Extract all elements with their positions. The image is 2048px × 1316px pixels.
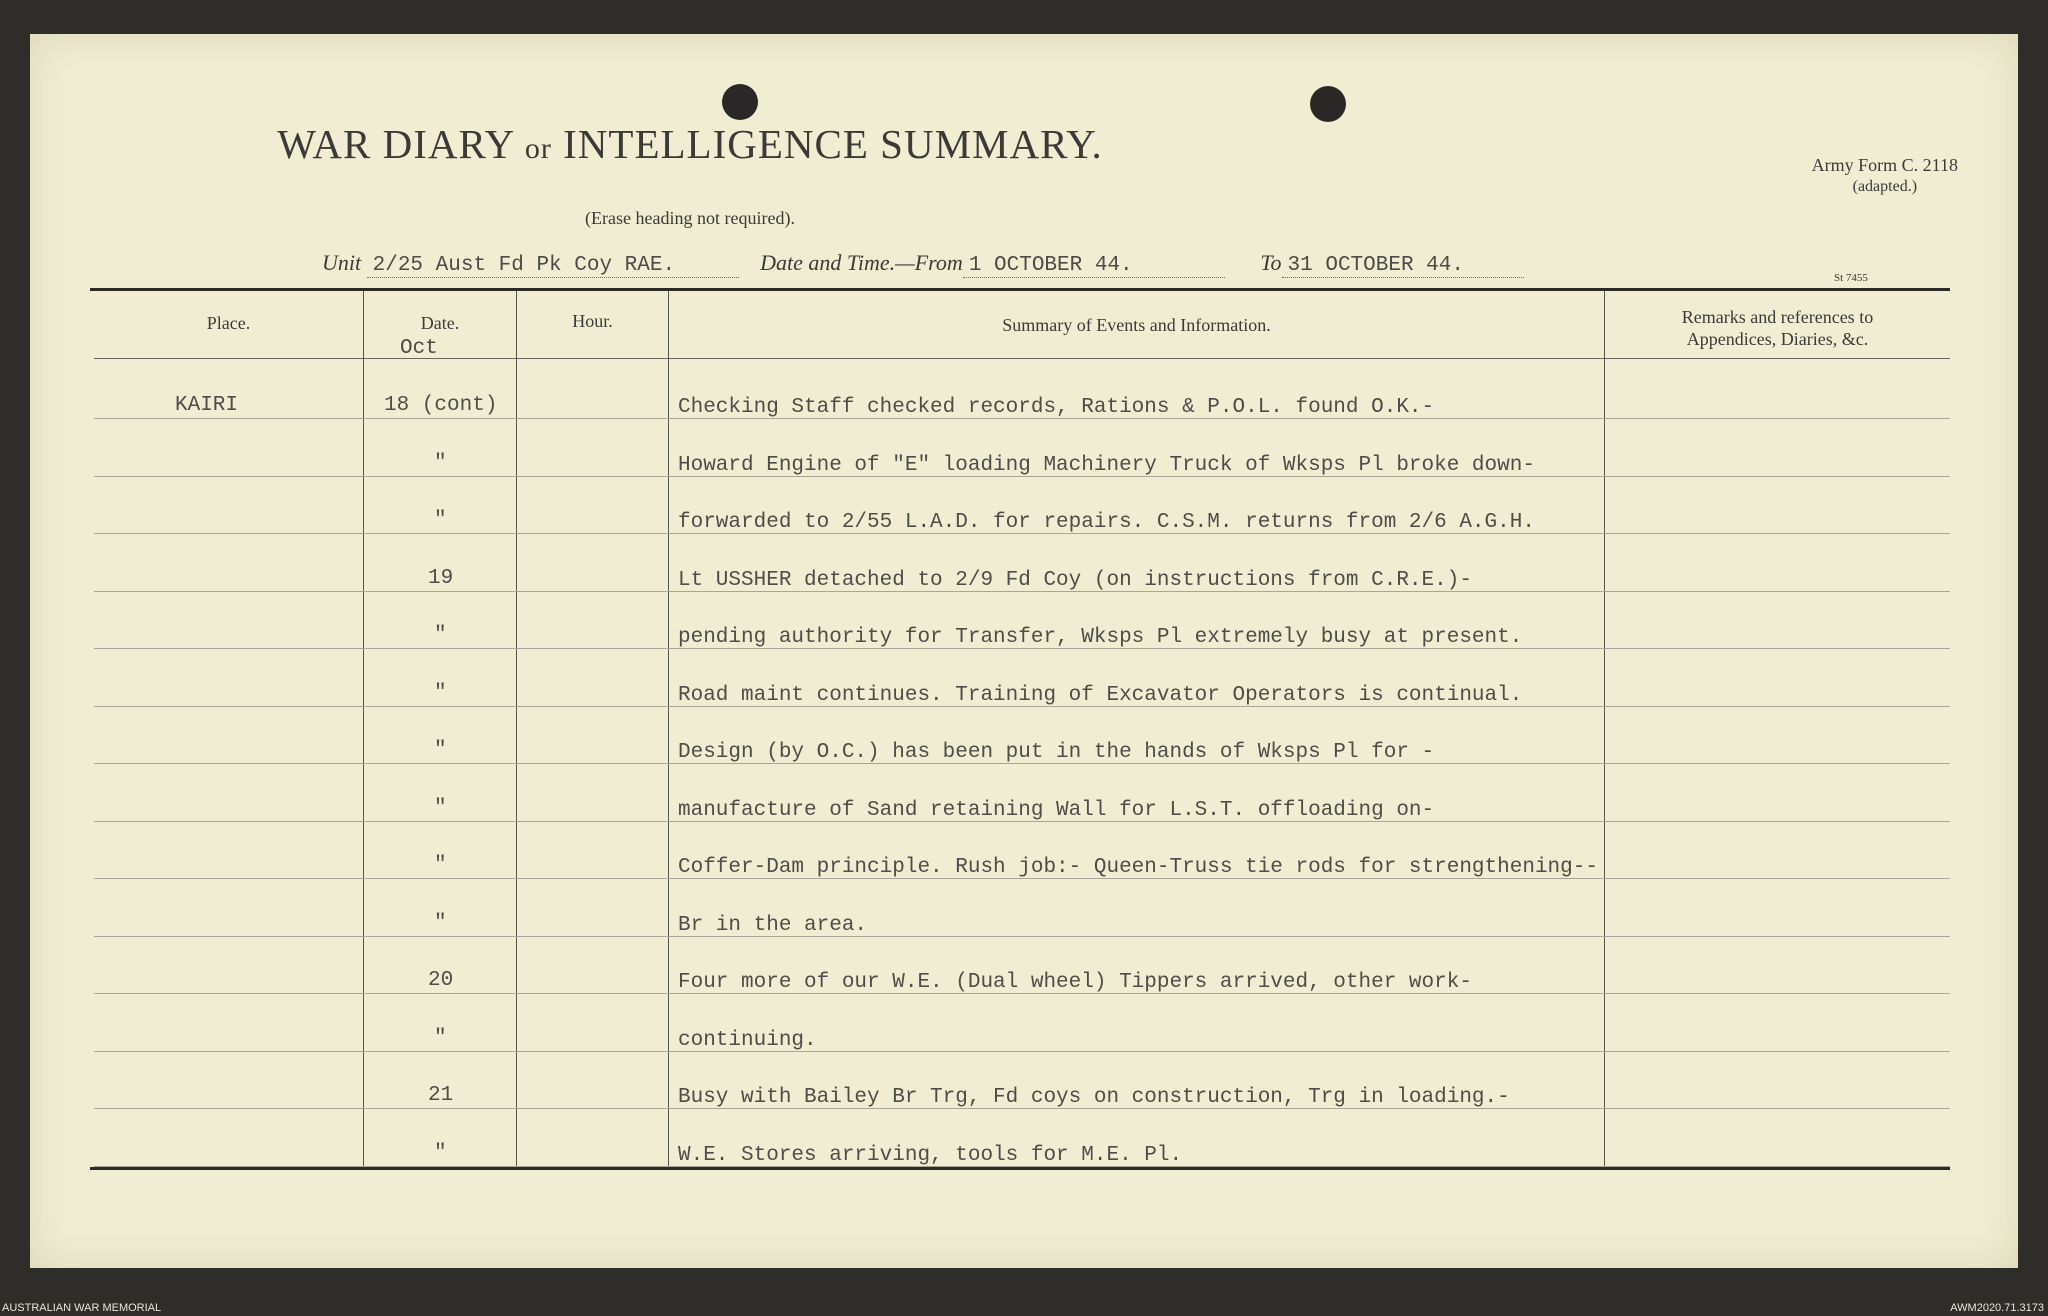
row-summary: forwarded to 2/55 L.A.D. for repairs. C.S.M. returns from 2/6 A.G.H. bbox=[678, 511, 1535, 534]
punch-hole-left bbox=[722, 84, 758, 120]
row-date: " bbox=[434, 797, 447, 820]
row-summary: Coffer-Dam principle. Rush job:- Queen-Truss tie rods for strengthening-- bbox=[678, 856, 1598, 879]
row-rule bbox=[94, 936, 1950, 937]
row-date: " bbox=[434, 624, 447, 647]
row-summary: Four more of our W.E. (Dual wheel) Tippers arrived, other work- bbox=[678, 971, 1472, 994]
row-date: " bbox=[434, 739, 447, 762]
column-divider-hour bbox=[668, 291, 669, 1167]
unit-line bbox=[322, 250, 1524, 282]
form-identifier: Army Form C. 2118 (adapted.) bbox=[1811, 155, 1958, 195]
column-divider-place bbox=[363, 291, 364, 1167]
table-top-rule bbox=[90, 288, 1950, 291]
unit-label: Unit bbox=[322, 250, 362, 275]
row-summary: Busy with Bailey Br Trg, Fd coys on construction, Trg in loading.- bbox=[678, 1086, 1510, 1109]
row-date: " bbox=[434, 509, 447, 532]
page-title: WAR DIARY or INTELLIGENCE SUMMARY. bbox=[277, 121, 1103, 167]
column-header-remarks: Remarks and references to Appendices, Diaries, &c. bbox=[1681, 307, 1874, 349]
row-date: " bbox=[434, 1142, 447, 1165]
column-header-place: Place. bbox=[206, 313, 251, 333]
date-from-label: Date and Time.—From bbox=[760, 250, 963, 275]
date-to-label: To bbox=[1260, 250, 1282, 275]
row-date: " bbox=[434, 1027, 447, 1050]
column-header-summary: Summary of Events and Information. bbox=[1002, 315, 1271, 335]
row-date: " bbox=[434, 854, 447, 877]
row-place: KAIRI bbox=[175, 394, 239, 417]
page-subtitle: (Erase heading not required). bbox=[585, 208, 795, 228]
row-rule bbox=[94, 1051, 1950, 1052]
column-divider-date bbox=[516, 291, 517, 1167]
row-summary: Checking Staff checked records, Rations & P.O.L. found O.K.- bbox=[678, 396, 1435, 419]
row-summary: continuing. bbox=[678, 1029, 817, 1052]
punch-hole-right bbox=[1310, 86, 1346, 122]
row-summary: manufacture of Sand retaining Wall for L.S.T. offloading on- bbox=[678, 799, 1435, 822]
row-date: " bbox=[434, 682, 447, 705]
row-summary: Design (by O.C.) has been put in the hands of Wksps Pl for - bbox=[678, 741, 1435, 764]
header-bottom-rule bbox=[94, 358, 1950, 359]
archive-footer-left: AUSTRALIAN WAR MEMORIAL bbox=[2, 1302, 162, 1314]
column-divider-summary bbox=[1604, 291, 1605, 1167]
row-date: " bbox=[434, 912, 447, 935]
row-date: 19 bbox=[428, 567, 454, 590]
date-to-value: 31 OCTOBER 44. bbox=[1282, 254, 1524, 278]
row-date: 20 bbox=[428, 969, 454, 992]
row-summary: Road maint continues. Training of Excavator Operators is continual. bbox=[678, 684, 1523, 707]
table-bottom-rule bbox=[90, 1167, 1950, 1170]
archive-footer-right: AWM2020.71.3173 bbox=[1950, 1302, 2044, 1314]
column-header-month: Oct bbox=[400, 337, 438, 360]
row-summary: Br in the area. bbox=[678, 914, 868, 937]
column-header-hour: Hour. bbox=[572, 311, 613, 331]
column-header-date: Date. bbox=[420, 313, 460, 333]
row-date: 18 (cont) bbox=[384, 394, 498, 417]
stock-number: St 7455 bbox=[1834, 272, 1868, 284]
row-date: " bbox=[434, 452, 447, 475]
row-summary: Howard Engine of "E" loading Machinery Truck of Wksps Pl broke down- bbox=[678, 454, 1535, 477]
unit-value: 2/25 Aust Fd Pk Coy RAE. bbox=[367, 254, 739, 278]
row-date: 21 bbox=[428, 1084, 454, 1107]
row-summary: W.E. Stores arriving, tools for M.E. Pl. bbox=[678, 1144, 1183, 1167]
date-from-value: 1 OCTOBER 44. bbox=[963, 254, 1225, 278]
row-summary: Lt USSHER detached to 2/9 Fd Coy (on instructions from C.R.E.)- bbox=[678, 569, 1472, 592]
row-summary: pending authority for Transfer, Wksps Pl extremely busy at present. bbox=[678, 626, 1523, 649]
